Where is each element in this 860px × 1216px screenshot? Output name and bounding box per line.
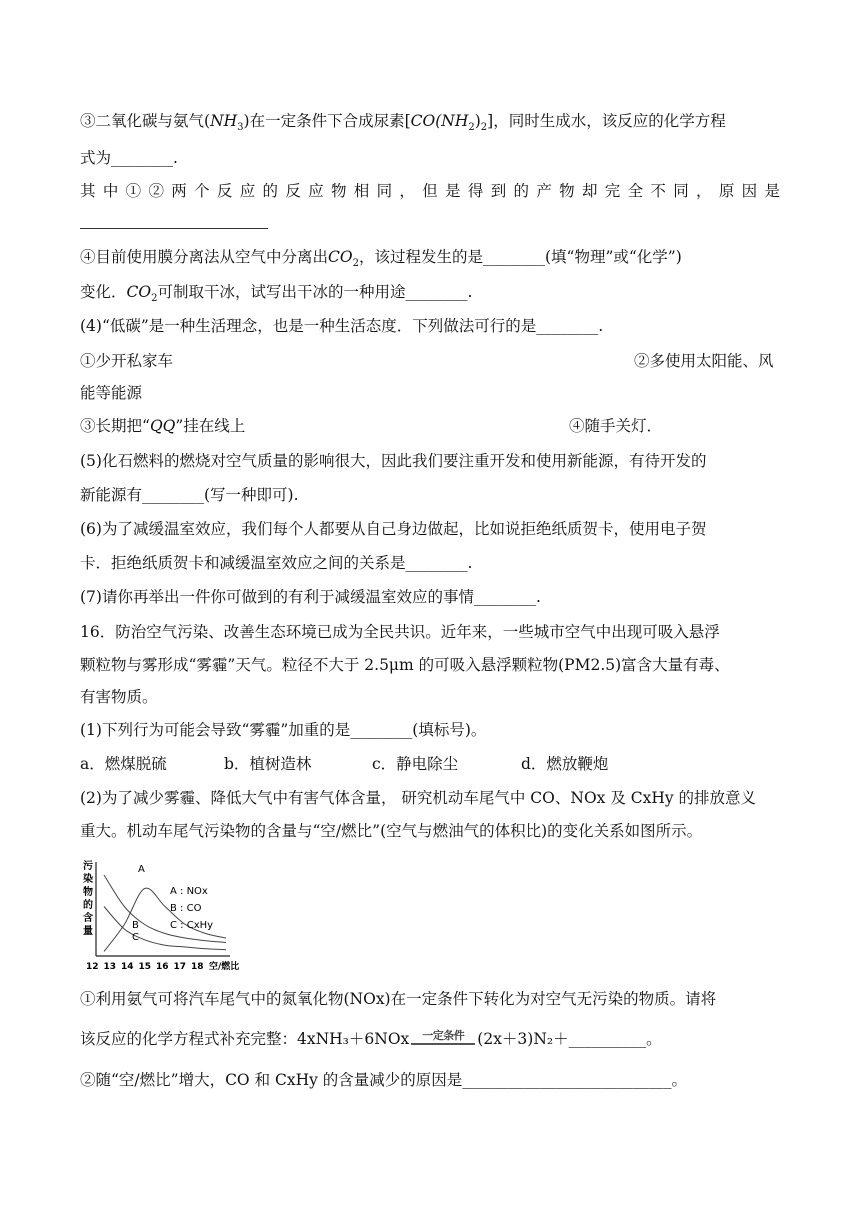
legend-entry: B : CO (170, 903, 202, 914)
q3-line-3: 其中①②两个反应的反应物相同，但是得到的产物却完全不同，原因是 (80, 182, 780, 200)
q4-option-2: ②多使用太阳能、风 (634, 352, 774, 370)
q4-option-4: ④随手关灯． (569, 417, 663, 435)
q4-option-2-cont: 能等能源 (80, 384, 143, 402)
q4-option-1: ①少开私家车 (80, 352, 174, 370)
q16-line-3: 有害物质。 (80, 688, 158, 706)
q4-option-3: ③长期把“QQ”挂在线上 (80, 417, 246, 435)
y-axis-label (83, 859, 93, 937)
y-label-char: 污 (83, 861, 93, 872)
q6-line-1: (6)为了减缓温室效应，我们每个人都要从自己身边做起，比如说拒绝纸质贺卡，使用电子贺 (80, 520, 707, 538)
legend-entry: A : NOx (170, 886, 208, 897)
curve-label: C (132, 932, 139, 943)
q5-line-2: 新能源有________(写一种即可). (80, 486, 299, 504)
x-tick-label: 18 (191, 962, 204, 972)
x-tick-label: 16 (156, 962, 169, 972)
answer-underline (80, 228, 268, 229)
q6-line-2: 卡．拒绝纸质贺卡和减缓温室效应之间的关系是________. (80, 554, 473, 572)
x-tick-label: 14 (121, 962, 134, 972)
q16-2-line-2: 重大。机动车尾气污染物的含量与“空/燃比”(空气与燃油气的体积比)的变化关系如图所示。 (80, 822, 703, 840)
q16-1-option-b: b．植树造林 (224, 755, 312, 773)
y-label-char: 含 (83, 913, 93, 924)
x-tick-label: 13 (103, 962, 117, 972)
curve-label: A (138, 864, 145, 875)
x-tick-label: 12 (86, 962, 99, 972)
q16-1-line: (1)下列行为可能会导致“雾霾”加重的是________(填标号)。 (80, 721, 487, 739)
curve-label: B (132, 920, 139, 931)
q3-line-2: 式为________. (80, 149, 178, 167)
q3-line-5: 变化．$CO_2$可制取干冰，试写出干冰的一种用途________. (80, 283, 473, 305)
q16-line-1: 16．防治空气污染、改善生态环境已成为全民共识。近年来，一些城市空气中出现可吸入悬浮 (80, 623, 720, 641)
y-label-char: 物 (83, 887, 93, 898)
q16-line-2: 颗粒物与雾形成“雾霾”天气。粒径不大于 2.5μm 的可吸入悬浮颗粒物(PM2.5)富含大量有毒、 (80, 656, 730, 674)
x-tick-label: 15 (138, 962, 152, 972)
q16-1-option-c: c．静电除尘 (372, 755, 459, 773)
y-label-char: 量 (83, 926, 93, 937)
q3-line-4: ④目前使用膜分离法从空气中分离出$CO_2$，该过程发生的是________(填“物理”或“化学”) (80, 248, 682, 270)
y-label-char: 染 (83, 874, 93, 885)
q16-2-sub1-line-1: ①利用氨气可将汽车尾气中的氮氧化物(NOx)在一定条件下转化为对空气无污染的物质。请将 (80, 990, 717, 1008)
q7-line: (7)请你再举出一件你可做到的有利于减缓温室效应的事情________. (80, 588, 541, 606)
q3-line-1: ③二氧化碳与氨气$(NH_3)$在一定条件下合成尿素$[CO(NH_2)_2]$，同时生成水，该反应的化学方程 (80, 112, 726, 134)
q16-2-sub1-line-2: 该反应的化学方程式补充完整：4xNH₃＋6NOx 一定条件 (2x＋3)N₂＋__________。 (80, 1029, 662, 1048)
x-tick-label: 17 (173, 962, 187, 972)
reaction-condition-arrow: 一定条件 (411, 1029, 475, 1047)
q16-2-line-1: (2)为了减少雾霾、降低大气中有害气体含量， 研究机动车尾气中 CO、NOx 及 CxHy 的排放意义 (80, 789, 757, 807)
q16-1-option-d: d．燃放鞭炮 (521, 755, 609, 773)
pollutant-chart (82, 858, 252, 974)
q4-line: (4)“低碳”是一种生活理念，也是一种生活态度．下列做法可行的是________. (80, 317, 604, 335)
q16-2-sub2-line: ②随“空/燃比”增大，CO 和 CxHy 的含量减少的原因是___________________________。 (80, 1071, 688, 1089)
y-label-char: 的 (83, 900, 93, 911)
q16-1-option-a: a．燃煤脱硫 (80, 755, 167, 773)
legend-entry: C : CxHy (170, 920, 214, 931)
x-axis-label: 空/燃比 (209, 962, 240, 972)
q5-line-1: (5)化石燃料的燃烧对空气质量的影响很大，因此我们要注重开发和使用新能源，有待开发的 (80, 452, 707, 470)
